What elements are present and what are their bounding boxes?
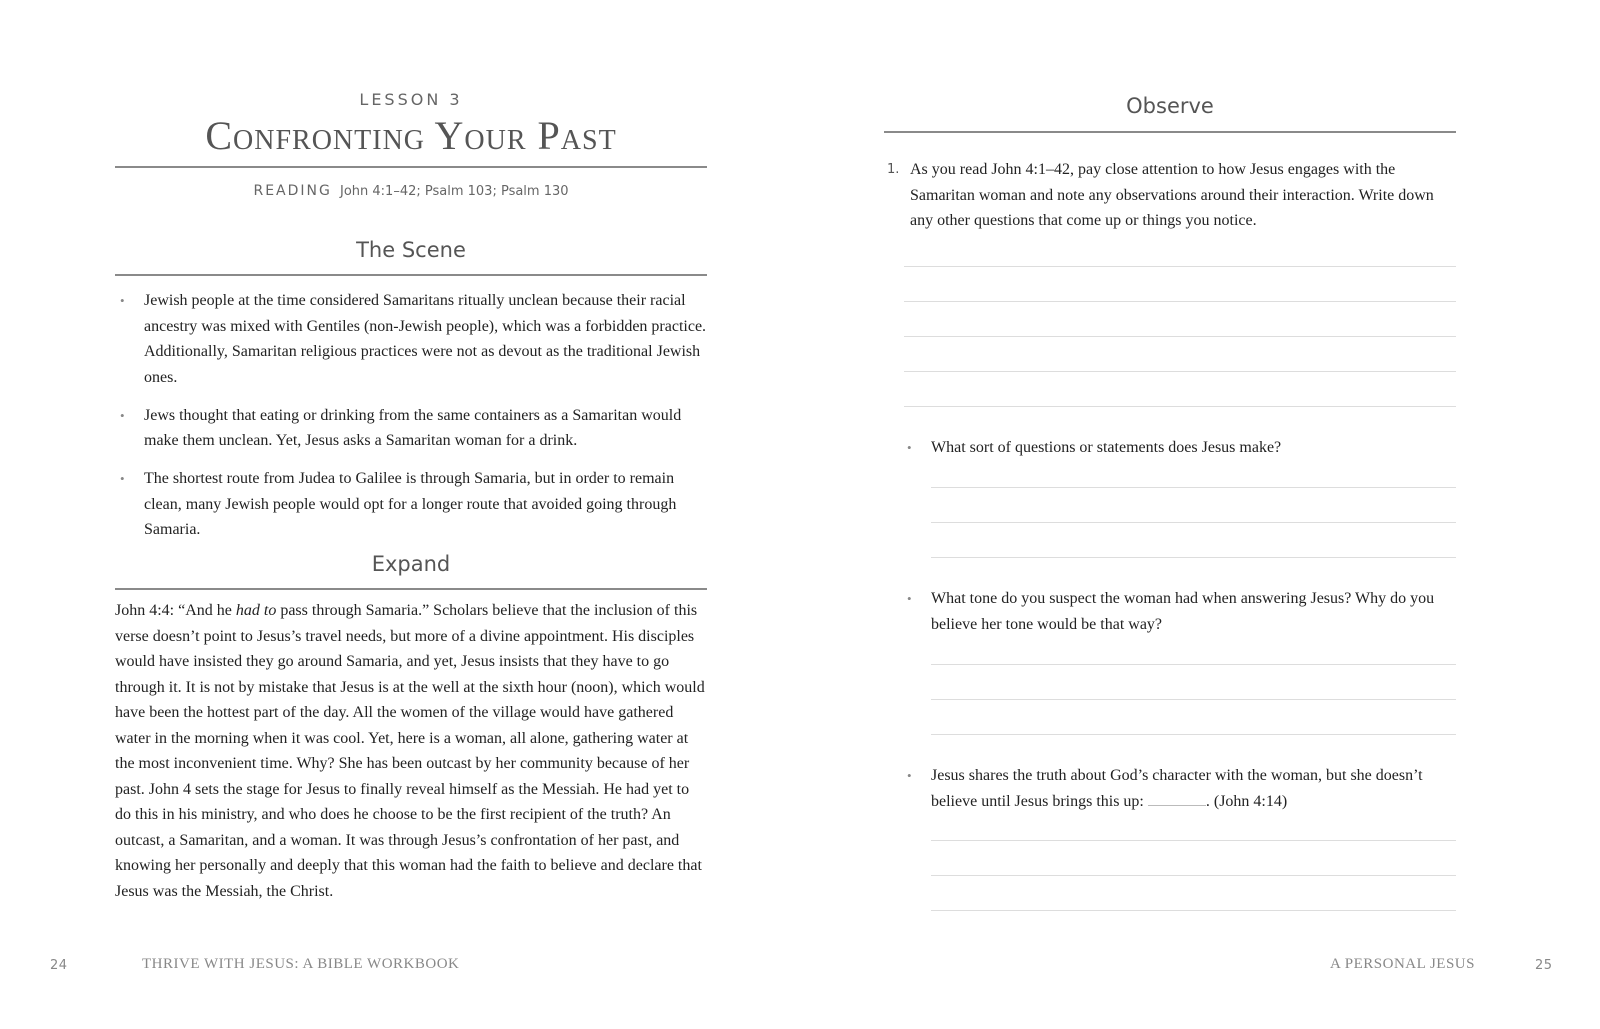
write-line[interactable] <box>931 875 1456 876</box>
scene-bullet-text: The shortest route from Judea to Galilee is through Samaria, but in order to remain clean, many Jewish people would opt for a longer route that avoided going through Samaria. <box>144 470 677 538</box>
expand-heading: Expand <box>371 552 451 576</box>
question-number: 1. <box>887 162 900 177</box>
list-item <box>115 288 707 390</box>
fill-in-blank[interactable] <box>1148 791 1206 806</box>
write-line[interactable] <box>931 734 1456 735</box>
left-page-number: 24 <box>50 958 68 973</box>
question-text: As you read John 4:1–42, pay close attention to how Jesus engages with the Samaritan woman and note any observations around their interaction. Write down any other questions that come up or things you notice. <box>910 161 1434 229</box>
write-line[interactable] <box>904 406 1456 407</box>
lesson-title: Confronting Your Past <box>205 113 617 158</box>
bullet-icon: • <box>907 591 912 606</box>
sub-question-3-after: . (John 4:14) <box>1205 792 1288 810</box>
observe-heading: Observe <box>1126 94 1214 118</box>
title-rule <box>115 166 707 168</box>
bullet-icon: • <box>120 407 125 423</box>
write-line[interactable] <box>931 840 1456 841</box>
bullet-icon: • <box>907 440 912 455</box>
scene-bullet-text: Jewish people at the time considered Samaritans ritually unclean because their racial ancestry was mixed with Gentiles (non-Jewish people), which was a forbidden practice. Additionally, Samaritan religious practices were not as devout as the traditional Jewish ones. <box>144 292 707 386</box>
write-line[interactable] <box>931 910 1456 911</box>
right-page <box>800 0 1600 1029</box>
sub-question-text: What tone do you suspect the woman had when answering Jesus? Why do you believe her tone would be that way? <box>931 590 1435 633</box>
bullet-icon: • <box>120 471 125 486</box>
scene-bullet-list <box>115 288 707 555</box>
right-page-number: 25 <box>1535 958 1553 973</box>
lesson-label: LESSON 3 <box>359 90 463 109</box>
sub-question-3-before: Jesus shares the truth about God’s character with the woman, but she doesn’t believe until Jesus brings this up: <box>931 767 1423 810</box>
scene-bullet-text: Jews thought that eating or drinking from the same containers as a Samaritan would make them unclean. Yet, Jesus asks a Samaritan woman for a drink. <box>144 406 682 449</box>
reading-label: READING <box>253 183 332 199</box>
write-line[interactable] <box>904 301 1456 302</box>
write-line[interactable] <box>931 699 1456 700</box>
right-running-title: A PERSONAL JESUS <box>1330 956 1475 972</box>
sub-question-text <box>931 763 1456 814</box>
reading-line <box>115 183 707 199</box>
expand-lead: John 4:4: “And he <box>115 602 236 619</box>
bullet-icon: • <box>907 768 912 783</box>
expand-italic: had to <box>235 602 277 619</box>
expand-rest: pass through Samaria.” Scholars believe that the inclusion of this verse doesn’t point to Jesus’s travel needs, but more of a divine appointment. His disciples would have insisted they go around Samaria, and yet, Jesus insists that they have to go through it. It is not by mistake that Jesus is at the well at the sixth hour (noon), which would have been the hottest part of the day. All the women of the village would have gathered water in the morning when it was cool. Yet, here is a woman, all alone, gathering water at the most inconvenient time. Why? She has been outcast by her community because of her past. John 4 sets the stage for Jesus to finally reveal himself as the Messiah. He had yet to do this in his ministry, and who does he choose to be the first recipient of the truth? An outcast, a Samaritan, and a woman. It was through Jesus’s confrontation of her past, and knowing her personally and deeply that this woman had the faith to believe and declare that Jesus was the Messiah, the Christ. <box>115 602 705 900</box>
write-line[interactable] <box>904 336 1456 337</box>
write-line[interactable] <box>931 664 1456 665</box>
expand-rule <box>115 588 707 590</box>
scene-rule <box>115 274 707 276</box>
list-item <box>115 403 707 454</box>
left-running-title: THRIVE WITH JESUS: A BIBLE WORKBOOK <box>142 956 460 972</box>
sub-question-text: What sort of questions or statements does Jesus make? <box>931 439 1282 456</box>
write-line[interactable] <box>904 266 1456 267</box>
expand-paragraph <box>115 598 707 904</box>
bullet-icon: • <box>120 293 125 308</box>
write-line[interactable] <box>931 557 1456 558</box>
list-item <box>115 466 707 543</box>
write-line[interactable] <box>931 522 1456 523</box>
write-line[interactable] <box>931 487 1456 488</box>
write-line[interactable] <box>904 371 1456 372</box>
reading-refs: John 4:1–42; Psalm 103; Psalm 130 <box>340 184 569 199</box>
scene-heading: The Scene <box>356 238 466 262</box>
observe-rule <box>884 131 1456 133</box>
